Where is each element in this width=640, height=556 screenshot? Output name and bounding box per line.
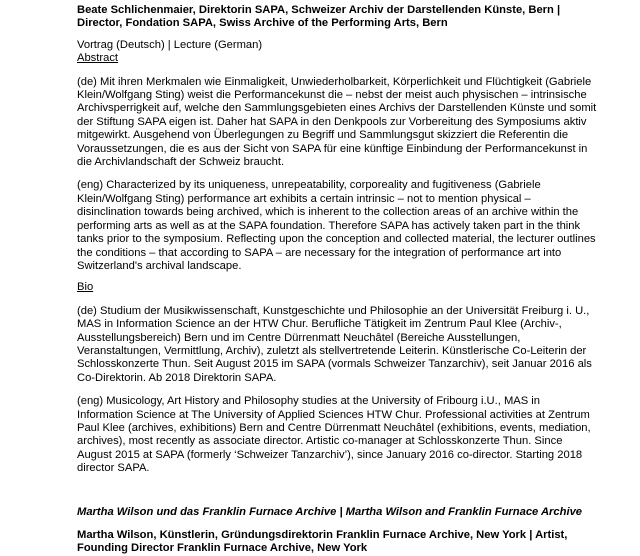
next-section-title: Martha Wilson und das Franklin Furnace Archive | Martha Wilson and Franklin Furnace Archive	[77, 505, 583, 518]
bio-de-paragraph: (de) Studium der Musikwissenschaft, Kunstgeschichte und Philosophie an der Universität Freiburg i. U., MAS in Information Science an der HTW Chur. Berufliche Tätigkeit im Zentrum Paul Klee (Archiv-, Ausstellungsbereich) Bern und im Centre Dürrenmatt Neuchâtel (Bereiche Ausstellungen, Veranstaltungen, Vermittlung, Archiv), zuletzt als stellvertretende Leiterin. Künstlerische Co-Leiterin der Schlosskonzerte Thun. Seit August 2015 im SAPA (vormals Schweizer Tanzarchiv), seit Januar 2016 als Co-Direktorin. Ab 2018 Direktorin SAPA.	[77, 304, 592, 384]
abstract-de-paragraph: (de) Mit ihren Merkmalen wie Einmaligkeit, Unwiederholbarkeit, Körperlichkeit und Flüchtigkeit (Gabriele Klein/Wolfgang Sting) weist die Performancekunst die – nebst der meist auch physischen – intrinsische Archivsperrigkeit auf, welche den Sammlungsgebieten eines Archivs der Darstellenden Künste und somit der Stiftung SAPA eigen ist. Daher hat SAPA in den Denkpools zur Vorbereitung des Symposiums aktiv mitgewirkt. Ausgehend von Überlegungen zu Begriff und Sammlungsgut skizziert die Referentin die Voraussetzungen, die es aus der Sicht von SAPA für eine künftige Einbindung der Performancekunst in die Archivlandschaft der Schweiz braucht.	[77, 75, 597, 169]
bio-heading: Bio	[77, 281, 94, 294]
document-page	[77, 4, 597, 556]
next-speaker-line: Martha Wilson, Künstlerin, Gründungsdirektorin Franklin Furnace Archive, New York | Artist, Founding Director Franklin Furnace Archive, New York	[77, 529, 568, 555]
speaker-line: Beate Schlichenmaier, Direktorin SAPA, Schweizer Archiv der Darstellenden Künste, Bern | Director, Fondation SAPA, Swiss Archive of the Performing Arts, Bern	[77, 4, 561, 30]
abstract-eng-paragraph: (eng) Characterized by its uniqueness, unrepeatability, corporeality and fugitiveness (Gabriele Klein/Wolfgang Sting) performance art exhibits a certain intrinsic – not to mention physical – disinclination towards being archived, which is inherent to the collection areas of an archive within the performing arts as well as at the SAPA foundation. Therefore SAPA has actively taken part in the think tanks prior to the symposium. Reflecting upon the conception and collected material, the lecturer outlines the conditions – that according to SAPA – are necessary for the integration of performance art into Switzerland's archival landscape.	[77, 179, 596, 272]
format-line: Vortrag (Deutsch) | Lecture (German)	[77, 38, 263, 51]
abstract-heading: Abstract	[77, 52, 119, 65]
bio-eng-paragraph: (eng) Musicology, Art History and Philosophy studies at the University of Fribourg i.U., MAS in Information Science at The University of Applied Sciences HTW Chur. Professional activities at Zentrum Paul Klee (archives, exhibitions) Bern and Centre Dürrenmatt Neuchâtel (exhibitions, events, mediation, archives), most recently as associate director. Artistic co-manager at Schlosskonzerte Thun. Since August 2015 at SAPA (formerly ‘Schweizer Tanzarchiv’), since January 2016 co-director. Starting 2018 director SAPA.	[77, 395, 591, 475]
